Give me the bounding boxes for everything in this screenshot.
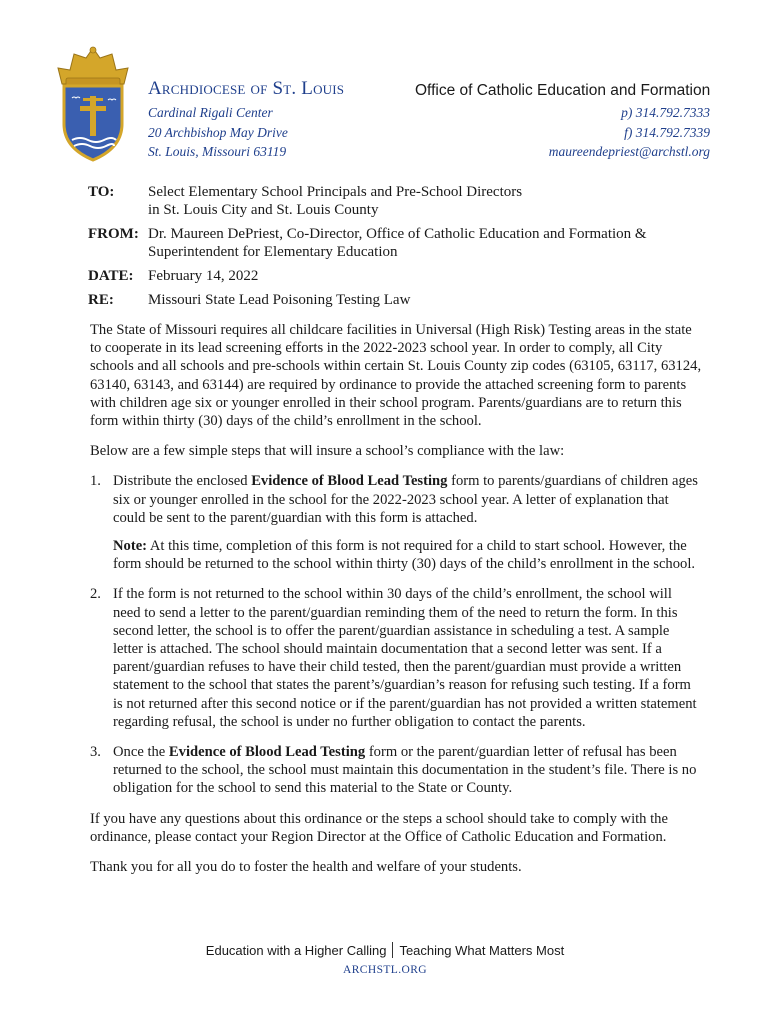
memo-re (88, 291, 718, 309)
note-text: At this time, completion of this form is not required for a child to start school. However, the form should be returned to the school within thirty (30) days of the child’s enrollment in the school. (113, 538, 696, 573)
memo-to (88, 183, 718, 219)
step-text: form or the parent/guardian letter of refusal has been returned to the school, the school must maintain this documentation in the student’s file. There is no obligation for the school to send this material to the State or County. (113, 744, 697, 797)
letter-body (90, 321, 702, 888)
organization-address (148, 103, 288, 162)
memo-to-line: Select Elementary School Principals and Pre-School Directors (148, 184, 523, 200)
intro-paragraph: The State of Missouri requires all childcare facilities in Universal (High Risk) Testing areas in the state to cooperate in its lead screening efforts in the 2022-2023 school year. In order to comply, all City schools and all schools and pre-schools within certain St. Louis County zip codes (63105, 63117, 63124, 63140, 63143, and 63144) are required by ordinance to provide the attached screening form to parents with children age six or younger enrolled in their school program. Parents/guardians are to return this form within thirty (30) days of the child’s enrollment in the school. (90, 322, 702, 430)
tagline-left: Education with a Higher Calling (205, 943, 387, 958)
steps-intro: Below are a few simple steps that will insure a school’s compliance with the law: (90, 443, 565, 460)
memo-from (88, 225, 718, 261)
memo-date (88, 267, 718, 285)
archdiocese-crest-icon (50, 44, 136, 164)
step-text: If the form is not returned to the school within 30 days of the child’s enrollment, the school will need to send a letter to the parent/guardian reminding them of the need to return the form. In this second letter, the school is to offer the parent/guardian assistance in scheduling a test. A sample letter is attached. The school should maintain documentation that a second letter was sent. If a parent/guardian refuses to have their child tested, then the parent/guardian must provide a written statement to the school that states the parent’s/guardian’s reason for refusing such testing. If a form is not returned after this second notice or if the parent/guardian has not provided a written statement regarding refusal, the school is under no further obligation to contact the parents. (113, 586, 697, 730)
step-text: Distribute the enclosed (113, 473, 252, 490)
step-text: Once the (113, 744, 169, 761)
thanks-paragraph: Thank you for all you do to foster the health and welfare of your students. (90, 859, 522, 876)
step-item (90, 585, 702, 731)
form-name: Evidence of Blood Lead Testing (168, 744, 366, 761)
tagline-right: Teaching What Matters Most (399, 943, 565, 958)
email-address[interactable]: maureendepriest@archstl.org (548, 144, 710, 159)
website-link[interactable]: ARCHSTL.ORG (343, 964, 427, 976)
form-name: Evidence of Blood Lead Testing (251, 473, 448, 490)
tagline-divider (392, 942, 393, 958)
contact-info (450, 103, 710, 162)
questions-paragraph: If you have any questions about this ordinance or the steps a school should take to comply with the ordinance, please contact your Region Director at the Office of Catholic Education and Formation. (90, 810, 668, 845)
memo-from-value: Dr. Maureen DePriest, Co-Director, Office of Catholic Education and Formation & Superintendent for Elementary Education (148, 226, 647, 260)
memo-date-value: February 14, 2022 (148, 268, 259, 284)
footer-tagline (0, 942, 770, 958)
note-paragraph (90, 537, 702, 573)
phone-number: p) 314.792.7333 (621, 105, 710, 120)
step-number: 2. (90, 586, 101, 603)
memo-from-label: FROM: (88, 226, 139, 242)
steps-list (90, 472, 702, 797)
address-line: St. Louis, Missouri 63119 (148, 144, 287, 159)
office-name: Office of Catholic Education and Formation (415, 82, 711, 99)
memo-to-line: in St. Louis City and St. Louis County (148, 202, 379, 218)
organization-name: Archdiocese of St. Louis (148, 78, 345, 99)
memo-date-label: DATE: (88, 268, 134, 284)
address-line: 20 Archbishop May Drive (148, 124, 288, 140)
memo-header (88, 183, 718, 315)
note-label: Note: (113, 538, 148, 555)
step-text: form to parents/guardians of children ages six or younger enrolled in the school for the 2022-2023 school year. A letter of explanation that could be sent to the parent/guardian with this form is attached. (113, 473, 698, 526)
fax-number: f) 314.792.7339 (624, 124, 710, 140)
memo-re-value: Missouri State Lead Poisoning Testing Law (148, 292, 411, 308)
step-number: 1. (90, 473, 101, 490)
memo-to-label: TO: (88, 184, 115, 200)
step-number: 3. (90, 744, 101, 761)
memo-re-label: RE: (88, 292, 114, 308)
step-item (90, 743, 702, 798)
address-line: Cardinal Rigali Center (148, 105, 273, 120)
step-item (90, 472, 702, 527)
